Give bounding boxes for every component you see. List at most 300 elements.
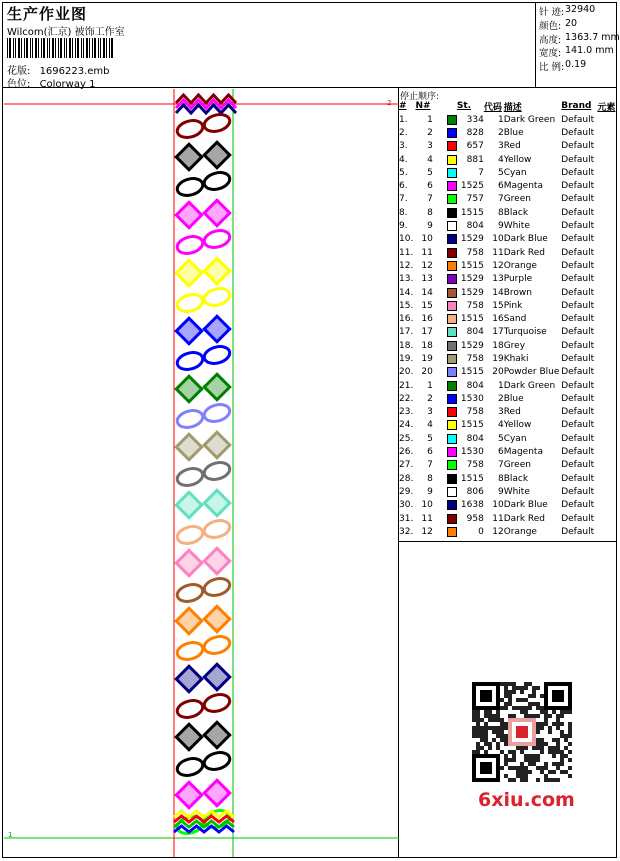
row-brand: Default xyxy=(561,526,595,537)
table-row xyxy=(399,379,620,392)
row-needle: 9 xyxy=(427,486,433,497)
color-swatch xyxy=(447,460,457,470)
row-code: 4 xyxy=(497,154,504,165)
row-description: Red xyxy=(503,407,521,418)
row-description: Sand xyxy=(503,314,527,325)
color-swatch xyxy=(447,288,457,298)
row-index: 17. xyxy=(399,327,414,338)
table-row xyxy=(399,392,620,405)
row-index: 14. xyxy=(399,287,414,298)
row-index: 3. xyxy=(399,141,408,152)
color-swatch xyxy=(447,420,457,430)
row-brand: Default xyxy=(561,407,595,418)
table-row xyxy=(399,299,620,312)
row-needle: 4 xyxy=(427,154,433,165)
row-code: 8 xyxy=(497,207,504,218)
table-row xyxy=(399,366,620,379)
row-swatch xyxy=(433,166,457,179)
col-header-index: # xyxy=(399,101,407,111)
row-element xyxy=(597,352,620,365)
table-bottom-divider xyxy=(398,541,617,542)
row-swatch xyxy=(433,179,457,192)
design-value: 1696223.emb xyxy=(39,66,110,77)
row-description: Khaki xyxy=(503,353,529,364)
row-needle: 9 xyxy=(427,221,433,232)
color-swatch xyxy=(447,141,457,151)
row-element xyxy=(597,339,620,352)
color-swatch xyxy=(447,327,457,337)
row-swatch xyxy=(433,459,457,472)
row-description: Orange xyxy=(503,260,537,271)
row-stitches: 804 xyxy=(466,433,484,444)
table-row xyxy=(399,113,620,126)
col-header-element: 元素 xyxy=(597,102,616,113)
color-swatch xyxy=(447,301,457,311)
table-row xyxy=(399,525,620,538)
row-brand: Default xyxy=(561,274,595,285)
row-code: 16 xyxy=(492,314,504,325)
table-header-row xyxy=(399,99,620,113)
table-row xyxy=(399,339,620,352)
row-swatch xyxy=(433,312,457,325)
design-label: 花版: xyxy=(7,66,31,77)
row-brand: Default xyxy=(561,167,595,178)
row-stitches: 1530 xyxy=(460,447,484,458)
row-code: 8 xyxy=(497,473,504,484)
row-index: 20. xyxy=(399,367,414,378)
table-row xyxy=(399,326,620,339)
row-needle: 1 xyxy=(427,380,433,391)
row-description: Green xyxy=(503,194,531,205)
row-needle: 6 xyxy=(427,181,433,192)
row-description: Grey xyxy=(503,340,526,351)
row-code: 2 xyxy=(497,127,504,138)
row-code: 1 xyxy=(497,380,504,391)
row-index: 24. xyxy=(399,420,414,431)
row-index: 2. xyxy=(399,127,408,138)
row-element xyxy=(597,459,620,472)
color-swatch xyxy=(447,487,457,497)
row-swatch xyxy=(433,246,457,259)
row-code: 9 xyxy=(497,486,504,497)
row-element xyxy=(597,299,620,312)
stat-height: 高度: 1363.7 mm xyxy=(539,32,620,46)
stat-scale: 比 例: 0.19 xyxy=(539,59,587,73)
row-brand: Default xyxy=(561,433,595,444)
row-code: 12 xyxy=(492,526,504,537)
color-swatch xyxy=(447,474,457,484)
row-needle: 10 xyxy=(421,234,433,245)
table-row xyxy=(399,273,620,286)
row-brand: Default xyxy=(561,234,595,245)
color-swatch xyxy=(447,274,457,284)
row-swatch xyxy=(433,432,457,445)
row-swatch xyxy=(433,512,457,525)
row-element xyxy=(597,499,620,512)
row-element xyxy=(597,153,620,166)
row-swatch xyxy=(433,219,457,232)
row-element xyxy=(597,219,620,232)
row-needle: 4 xyxy=(427,420,433,431)
row-description: Cyan xyxy=(503,167,527,178)
row-element xyxy=(597,179,620,192)
row-index: 31. xyxy=(399,513,414,524)
color-swatch xyxy=(447,341,457,351)
row-description: Black xyxy=(503,207,529,218)
row-stitches: 1529 xyxy=(460,274,484,285)
color-swatch xyxy=(447,354,457,364)
row-description: Turquoise xyxy=(503,327,547,338)
stat-stitches: 针 迹: 32940 xyxy=(539,4,596,18)
row-needle: 11 xyxy=(421,513,433,524)
row-index: 12. xyxy=(399,260,414,271)
row-stitches: 1515 xyxy=(460,420,484,431)
row-code: 3 xyxy=(497,141,504,152)
col-header-swatch xyxy=(433,99,457,113)
row-brand: Default xyxy=(561,127,595,138)
row-stitches: 958 xyxy=(466,513,484,524)
row-needle: 15 xyxy=(421,300,433,311)
row-description: Orange xyxy=(503,526,537,537)
table-row xyxy=(399,259,620,272)
table-row xyxy=(399,419,620,432)
row-code: 17 xyxy=(492,327,504,338)
row-needle: 2 xyxy=(427,393,433,404)
row-brand: Default xyxy=(561,300,595,311)
col-header-brand: Brand xyxy=(561,101,592,111)
row-stitches: 1529 xyxy=(460,234,484,245)
row-element xyxy=(597,326,620,339)
row-brand: Default xyxy=(561,447,595,458)
row-element xyxy=(597,286,620,299)
row-code: 1 xyxy=(497,114,504,125)
row-needle: 3 xyxy=(427,407,433,418)
row-swatch xyxy=(433,113,457,126)
row-needle: 2 xyxy=(427,127,433,138)
row-description: Yellow xyxy=(503,154,532,165)
row-index: 22. xyxy=(399,393,414,404)
row-stitches: 1525 xyxy=(460,181,484,192)
row-needle: 6 xyxy=(427,447,433,458)
row-swatch xyxy=(433,126,457,139)
row-description: Cyan xyxy=(503,433,527,444)
site-logo: 6xiu.com xyxy=(478,789,575,811)
color-swatch xyxy=(447,234,457,244)
row-swatch xyxy=(433,419,457,432)
qr-code-image xyxy=(472,682,572,782)
row-stitches: 758 xyxy=(466,300,484,311)
row-element xyxy=(597,445,620,458)
row-element xyxy=(597,246,620,259)
row-index: 26. xyxy=(399,447,414,458)
row-description: Dark Red xyxy=(503,247,546,258)
row-needle: 1 xyxy=(427,114,433,125)
embroidery-preview xyxy=(4,89,399,857)
row-description: Powder Blue xyxy=(503,367,560,378)
row-swatch xyxy=(433,379,457,392)
row-needle: 11 xyxy=(421,247,433,258)
row-stitches: 804 xyxy=(466,221,484,232)
row-description: Purple xyxy=(503,274,533,285)
row-stitches: 1515 xyxy=(460,367,484,378)
stat-colors: 颜色: 20 xyxy=(539,18,578,32)
row-index: 32. xyxy=(399,526,414,537)
col-header-stitches: St. xyxy=(456,101,472,111)
row-swatch xyxy=(433,406,457,419)
row-description: Green xyxy=(503,460,531,471)
row-code: 15 xyxy=(492,300,504,311)
row-code: 3 xyxy=(497,407,504,418)
row-brand: Default xyxy=(561,367,595,378)
row-brand: Default xyxy=(561,207,595,218)
row-brand: Default xyxy=(561,380,595,391)
row-index: 15. xyxy=(399,300,414,311)
table-row xyxy=(399,166,620,179)
row-stitches: 881 xyxy=(466,154,484,165)
table-row xyxy=(399,485,620,498)
row-index: 7. xyxy=(399,194,408,205)
table-row xyxy=(399,432,620,445)
row-brand: Default xyxy=(561,154,595,165)
row-index: 9. xyxy=(399,221,408,232)
barcode-image xyxy=(7,38,115,58)
color-swatch xyxy=(447,314,457,324)
row-stitches: 1515 xyxy=(460,314,484,325)
row-swatch xyxy=(433,233,457,246)
row-code: 5 xyxy=(497,167,504,178)
row-stitches: 806 xyxy=(466,486,484,497)
row-swatch xyxy=(433,286,457,299)
row-code: 11 xyxy=(492,247,504,258)
row-index: 18. xyxy=(399,340,414,351)
row-brand: Default xyxy=(561,327,595,338)
row-stitches: 0 xyxy=(478,526,484,537)
row-needle: 3 xyxy=(427,141,433,152)
row-element xyxy=(597,485,620,498)
color-swatch xyxy=(447,381,457,391)
color-swatch xyxy=(447,168,457,178)
embroidery-motifs xyxy=(174,95,236,836)
table-row xyxy=(399,499,620,512)
row-needle: 12 xyxy=(421,526,433,537)
row-brand: Default xyxy=(561,500,595,511)
row-swatch xyxy=(433,299,457,312)
row-swatch xyxy=(433,153,457,166)
row-needle: 8 xyxy=(427,473,433,484)
row-description: Brown xyxy=(503,287,532,298)
row-code: 13 xyxy=(492,274,504,285)
table-row xyxy=(399,193,620,206)
row-swatch xyxy=(433,273,457,286)
row-code: 14 xyxy=(492,287,504,298)
row-index: 29. xyxy=(399,486,414,497)
row-index: 28. xyxy=(399,473,414,484)
row-code: 19 xyxy=(492,353,504,364)
row-brand: Default xyxy=(561,194,595,205)
row-index: 11. xyxy=(399,247,414,258)
row-stitches: 758 xyxy=(466,353,484,364)
row-swatch xyxy=(433,352,457,365)
row-stitches: 1529 xyxy=(460,340,484,351)
table-row xyxy=(399,406,620,419)
row-needle: 10 xyxy=(421,500,433,511)
row-code: 5 xyxy=(497,433,504,444)
color-swatch xyxy=(447,128,457,138)
row-stitches: 1515 xyxy=(460,260,484,271)
row-index: 23. xyxy=(399,407,414,418)
row-code: 7 xyxy=(497,194,504,205)
sequence-label: 停止顺序: xyxy=(400,92,440,102)
color-swatch xyxy=(447,527,457,537)
table-row xyxy=(399,246,620,259)
row-description: White xyxy=(503,221,530,232)
col-header-needle: N# xyxy=(415,101,431,111)
table-row xyxy=(399,445,620,458)
table-row xyxy=(399,206,620,219)
stats-divider xyxy=(535,2,536,87)
table-row xyxy=(399,233,620,246)
row-needle: 7 xyxy=(427,194,433,205)
row-element xyxy=(597,512,620,525)
table-row xyxy=(399,512,620,525)
table-row xyxy=(399,179,620,192)
row-stitches: 1529 xyxy=(460,287,484,298)
row-swatch xyxy=(433,392,457,405)
color-swatch xyxy=(447,500,457,510)
row-description: Dark Red xyxy=(503,513,546,524)
row-stitches: 804 xyxy=(466,380,484,391)
row-code: 10 xyxy=(492,234,504,245)
row-brand: Default xyxy=(561,287,595,298)
row-element xyxy=(597,419,620,432)
color-sequence-table xyxy=(399,99,620,539)
row-stitches: 758 xyxy=(466,407,484,418)
row-brand: Default xyxy=(561,340,595,351)
color-swatch xyxy=(447,261,457,271)
row-description: Blue xyxy=(503,393,524,404)
table-row xyxy=(399,312,620,325)
colorway-value: Colorway 1 xyxy=(39,79,96,90)
color-swatch xyxy=(447,208,457,218)
row-swatch xyxy=(433,206,457,219)
row-element xyxy=(597,432,620,445)
row-stitches: 334 xyxy=(466,114,484,125)
row-brand: Default xyxy=(561,221,595,232)
colorway-label: 色位: xyxy=(7,79,31,90)
row-description: Black xyxy=(503,473,529,484)
row-index: 27. xyxy=(399,460,414,471)
row-element xyxy=(597,525,620,538)
row-needle: 14 xyxy=(421,287,433,298)
row-needle: 17 xyxy=(421,327,433,338)
row-needle: 16 xyxy=(421,314,433,325)
row-swatch xyxy=(433,366,457,379)
color-swatch xyxy=(447,221,457,231)
row-index: 19. xyxy=(399,353,414,364)
row-needle: 20 xyxy=(421,367,433,378)
row-index: 25. xyxy=(399,433,414,444)
row-element xyxy=(597,273,620,286)
row-element xyxy=(597,233,620,246)
table-row xyxy=(399,140,620,153)
row-index: 6. xyxy=(399,181,408,192)
row-index: 16. xyxy=(399,314,414,325)
row-element xyxy=(597,166,620,179)
row-description: Magenta xyxy=(503,181,543,192)
row-needle: 5 xyxy=(427,167,433,178)
table-row xyxy=(399,459,620,472)
row-swatch xyxy=(433,499,457,512)
row-element xyxy=(597,472,620,485)
color-swatch xyxy=(447,394,457,404)
row-element xyxy=(597,379,620,392)
company-name: Wilcom(汇京) 被饰工作室 xyxy=(7,27,125,38)
row-description: Magenta xyxy=(503,447,543,458)
row-brand: Default xyxy=(561,393,595,404)
row-brand: Default xyxy=(561,420,595,431)
row-index: 8. xyxy=(399,207,408,218)
row-needle: 19 xyxy=(421,353,433,364)
colorway xyxy=(7,75,95,90)
color-swatch xyxy=(447,181,457,191)
row-stitches: 1515 xyxy=(460,473,484,484)
row-needle: 7 xyxy=(427,460,433,471)
row-brand: Default xyxy=(561,513,595,524)
row-index: 13. xyxy=(399,274,414,285)
row-swatch xyxy=(433,326,457,339)
stat-width: 宽度: 141.0 mm xyxy=(539,45,614,59)
row-swatch xyxy=(433,140,457,153)
row-description: Dark Green xyxy=(503,380,556,391)
row-swatch xyxy=(433,472,457,485)
row-element xyxy=(597,392,620,405)
color-swatch xyxy=(447,115,457,125)
table-row xyxy=(399,472,620,485)
color-swatch xyxy=(447,155,457,165)
row-stitches: 1515 xyxy=(460,207,484,218)
row-description: Pink xyxy=(503,300,523,311)
row-description: Dark Green xyxy=(503,114,556,125)
color-swatch xyxy=(447,447,457,457)
row-stitches: 757 xyxy=(466,194,484,205)
row-needle: 18 xyxy=(421,340,433,351)
row-element xyxy=(597,312,620,325)
row-description: White xyxy=(503,486,530,497)
row-element xyxy=(597,113,620,126)
color-swatch xyxy=(447,514,457,524)
row-description: Red xyxy=(503,141,521,152)
row-element xyxy=(597,366,620,379)
row-brand: Default xyxy=(561,247,595,258)
row-brand: Default xyxy=(561,460,595,471)
color-swatch xyxy=(447,194,457,204)
row-element xyxy=(597,259,620,272)
row-brand: Default xyxy=(561,260,595,271)
color-swatch xyxy=(447,367,457,377)
row-code: 12 xyxy=(492,260,504,271)
row-brand: Default xyxy=(561,353,595,364)
row-code: 6 xyxy=(497,447,504,458)
row-index: 1. xyxy=(399,114,408,125)
row-description: Blue xyxy=(503,127,524,138)
row-swatch xyxy=(433,339,457,352)
color-swatch xyxy=(447,434,457,444)
row-index: 4. xyxy=(399,154,408,165)
table-row xyxy=(399,286,620,299)
row-swatch xyxy=(433,525,457,538)
row-needle: 13 xyxy=(421,274,433,285)
row-brand: Default xyxy=(561,486,595,497)
